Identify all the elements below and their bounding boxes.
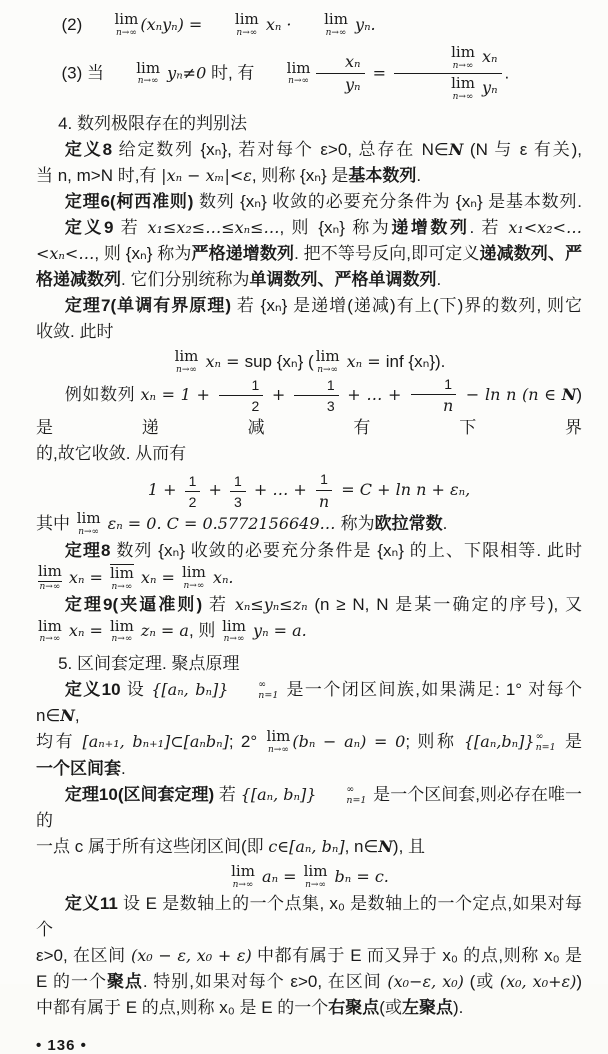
subscript: n=1: [535, 741, 556, 753]
text-run: 1: [444, 375, 453, 392]
limit-subscript: n→∞: [452, 60, 474, 71]
limit-word: lim: [76, 509, 101, 528]
text-run: xₙ: [476, 46, 498, 66]
text-run: 若: [214, 785, 241, 805]
limit-subscript: n→∞: [39, 634, 61, 645]
definition-11-line-2: [36, 943, 582, 969]
text-run: ) 是递减有下界: [36, 385, 583, 438]
text-run: 定理7(单调有界原理): [64, 296, 232, 316]
limit-operator: [426, 76, 475, 103]
page-number: [36, 1037, 582, 1054]
text-run: 1: [251, 377, 260, 394]
limit-subscript: n→∞: [78, 526, 100, 537]
limit-operator: [304, 864, 328, 891]
text-run: (3) 当: [61, 63, 109, 83]
definition-11-line-4: [36, 995, 582, 1021]
text-run: − ln n (n ∈: [460, 385, 562, 405]
limit-operator: [111, 58, 161, 88]
text-run: yₙ = a.: [247, 621, 307, 641]
text-run: 定理9(夹逼准则): [64, 595, 203, 615]
text-run: + … +: [341, 385, 408, 405]
limit-subscript: n→∞: [115, 27, 137, 38]
fraction: [394, 42, 501, 103]
text-run: {[aₙ,bₙ]}: [463, 732, 535, 752]
subscript: n=1: [346, 794, 367, 806]
text-run: aₙ =: [256, 867, 302, 887]
section-heading-4: [36, 111, 582, 137]
text-run: yₙ: [345, 75, 361, 95]
page-number-text: • 136 •: [36, 1036, 87, 1054]
text-run: .: [436, 270, 442, 290]
limit-subscript: n→∞: [183, 580, 205, 591]
superscript: ∞: [535, 731, 544, 743]
text-run: xₙ =: [63, 567, 108, 587]
text-run: zₙ = a: [135, 621, 189, 641]
text-run: 若: [202, 595, 235, 615]
text-run: N: [448, 140, 464, 160]
fraction-denominator: [316, 74, 365, 94]
text-run: 5. 区间套定理. 聚点原理: [58, 654, 240, 674]
definition-9-line-2: [36, 241, 582, 267]
definition-10-line-3: [36, 756, 582, 782]
text-run: 是一个闭区间族,如果满足: 1° 对每个 n∈: [36, 680, 582, 726]
text-run: .: [504, 63, 510, 83]
text-run: =: [367, 63, 392, 83]
limit-subscript: n→∞: [305, 880, 326, 891]
equation-nested-intervals: [36, 864, 582, 891]
limit-operator: [426, 42, 475, 72]
theorem-7-line-1: [36, 293, 582, 319]
text-run: x₁<x₂<…: [508, 218, 583, 238]
text-run: 基本数列: [348, 166, 417, 186]
text-run: 数列 {xₙ} 收敛的必要充分条件是 {xₙ} 的上、下限相等. 此时: [110, 540, 582, 560]
text-run: [aₙ₊₁, bₙ₊₁]⊂[aₙbₙ]: [82, 732, 229, 752]
text-run: 1: [326, 377, 335, 394]
limit-operator: [175, 349, 199, 376]
limit-subscript: n→∞: [137, 76, 159, 87]
text-run: 右聚点: [328, 997, 380, 1017]
text-run: 中都有属于 E 的点,则称 x₀ 是 E 的一个: [36, 997, 329, 1017]
text-run: . 若: [469, 218, 509, 238]
limit-subscript: n→∞: [452, 92, 474, 103]
limit-operator: [316, 349, 340, 376]
fraction-numerator: [185, 473, 201, 492]
limit-word: lim: [114, 10, 139, 29]
limit-word: lim: [182, 562, 206, 581]
limit-operator: [209, 12, 258, 39]
fraction-denominator: [230, 492, 246, 510]
text-run: 定理8: [64, 540, 111, 560]
superscript-subscript: [536, 732, 556, 753]
limit-subscript: n→∞: [268, 745, 289, 756]
definition-9-line-1: [36, 215, 582, 241]
limit-subscript: n→∞: [317, 365, 339, 376]
limit-operator: [261, 58, 311, 88]
text-run: 1: [320, 471, 328, 488]
definition-11-line-1: [36, 891, 582, 943]
text-run: (xₙyₙ) =: [140, 15, 208, 34]
text-run: {[aₙ, bₙ]}: [151, 680, 229, 700]
theorem-9-squeeze-line-1: [36, 592, 582, 618]
fraction: [294, 377, 339, 414]
text-run: 设 E 是数轴上的一个点集, x₀ 是数轴上的一个定点,如果对每个: [36, 893, 582, 939]
text-run: xₙ =: [341, 352, 386, 372]
text-run: xₙ≤yₙ≤zₙ: [234, 595, 308, 615]
limit-word: lim: [38, 616, 62, 635]
text-run: (x₀ − ε, x₀ + ε): [131, 945, 252, 965]
fraction-numerator: [294, 377, 339, 396]
theorem-10-line-1: [36, 782, 582, 834]
text-run: xₙ =: [200, 352, 245, 372]
limit-subscript: n→∞: [288, 76, 309, 87]
text-run: 单调数列、严格单调数列: [249, 270, 437, 290]
text-run: 当 n, m>N 时,有: [36, 166, 162, 186]
theorem-7-line-2: [36, 319, 582, 345]
limit-operator: [77, 511, 101, 538]
limit-word: lim: [451, 42, 475, 61]
limit-operator: [182, 562, 206, 592]
limit-word: lim: [38, 561, 62, 580]
text-run: 定义10: [64, 680, 121, 700]
limit-word: lim: [324, 10, 348, 29]
text-run: 称为: [340, 513, 375, 533]
text-run: +: [203, 480, 227, 500]
text-run: εₙ = 0. C = 0.5772156649…: [102, 513, 341, 533]
limit-subscript: n→∞: [176, 365, 197, 376]
text-run: N: [60, 706, 75, 726]
text-run: 4. 数列极限存在的判别法: [58, 114, 247, 134]
text-run: c∈[aₙ, bₙ]: [268, 837, 345, 857]
text-run: N: [561, 385, 577, 405]
text-run: sup {xₙ} (: [244, 352, 314, 372]
text-run: ; 2°: [228, 732, 265, 752]
text-run: (x₀, x₀+ε): [499, 971, 577, 991]
text-run: yₙ.: [349, 15, 376, 34]
fraction-denominator: [394, 74, 501, 103]
text-run: yₙ: [476, 78, 498, 98]
text-run: 若 {xₙ} 是递增(递减)有上(下)界的数列, 则它: [231, 296, 583, 316]
text-run: 收敛. 此时: [36, 322, 114, 342]
text-run: 聚点: [106, 971, 143, 991]
limit-operator: [38, 616, 62, 646]
fraction: [219, 377, 264, 414]
text-run: , 则: [188, 621, 221, 641]
text-run: 递减数列、严: [479, 244, 583, 264]
text-run: 一点 c 属于所有这些闭区间(即: [36, 837, 269, 857]
text-run: inf {xₙ}).: [385, 352, 446, 372]
text-run: 中都有属于 E 而又异于 x₀ 的点,则称 x₀ 是: [251, 945, 582, 965]
text-run: xₙ = 1 +: [140, 385, 216, 405]
text-run: ε>0, 在区间: [36, 945, 131, 965]
superscript: ∞: [346, 784, 355, 796]
text-run: ; 则称: [405, 732, 464, 752]
limit-word: lim: [174, 347, 199, 366]
text-run: 定理10(区间套定理): [64, 785, 215, 805]
text-run: 递增数列: [391, 218, 470, 238]
text-run: 1: [233, 472, 242, 489]
text-run: x₁≤x₂≤…≤xₙ≤…: [147, 218, 280, 238]
text-run: (N 与 ε 有关),: [463, 140, 582, 160]
text-run: 是一个区间套,则必存在唯一的: [36, 785, 582, 831]
text-run: |xₙ − xₘ|<ε: [161, 166, 252, 186]
formula-limit-quotient: [36, 42, 582, 103]
text-run: , 则 {xₙ} 称为: [279, 218, 392, 238]
limit-word: lim: [451, 74, 475, 93]
text-run: (2): [61, 15, 87, 34]
fraction-numerator: [316, 53, 365, 74]
limit-subscript: n→∞: [111, 634, 133, 645]
text-run: 均有: [36, 732, 83, 752]
text-run: 定义9: [64, 218, 114, 238]
fraction-denominator: [315, 491, 333, 511]
text-run: 是: [557, 732, 583, 752]
text-run: 设: [120, 680, 152, 700]
limit-operator: [38, 561, 62, 593]
text-run: . 它们分别统称为: [121, 270, 250, 290]
text-run: 严格递增数列: [191, 244, 295, 264]
text-run: .: [442, 513, 448, 533]
limit-operator: [110, 564, 134, 593]
fraction-numerator: [394, 42, 501, 75]
text-run: . 特别,如果对每个 ε>0, 在区间: [142, 971, 388, 991]
text-run: 格递减数列: [36, 270, 121, 290]
text-run: ,: [74, 706, 80, 726]
superscript-subscript: [229, 680, 278, 701]
text-run: 数列 {xₙ} 收敛的必要充分条件为 {xₙ} 是基本数列.: [193, 192, 582, 212]
fraction-denominator: [219, 396, 264, 414]
text-run: 定义8: [64, 140, 113, 160]
fraction-denominator: [294, 396, 339, 414]
limit-subscript: n→∞: [232, 880, 254, 891]
text-run: (或: [379, 997, 402, 1017]
fraction-numerator: [411, 376, 456, 395]
limit-word: lim: [110, 616, 134, 635]
text-run: = C + ln n + εₙ,: [336, 480, 471, 500]
text-run: (n ≥ N, N 是某一确定的序号), 又: [307, 595, 582, 615]
text-run: , 则称 {xₙ} 是: [251, 166, 349, 186]
text-run: 一个区间套: [36, 759, 121, 779]
definition-10-line-2: [36, 729, 582, 756]
limit-word: lim: [303, 862, 328, 881]
text-run: <xₙ<…: [36, 244, 95, 264]
limit-subscript: n→∞: [223, 634, 245, 645]
limit-operator: [89, 12, 138, 39]
text-run: 定义11: [64, 893, 118, 913]
text-run: E 的一个: [36, 971, 107, 991]
superscript-subscript: [317, 785, 366, 806]
limit-operator: [231, 864, 255, 891]
subscript: n=1: [258, 689, 279, 701]
text-run: 欧拉常数: [374, 513, 443, 533]
text-run: 其中: [36, 513, 75, 533]
limit-word: lim: [231, 862, 255, 881]
text-run: yₙ≠0: [162, 63, 207, 83]
fraction-numerator: [316, 471, 332, 490]
fraction-numerator: [230, 473, 246, 492]
limit-word: lim: [266, 727, 291, 746]
text-run: 时, 有: [206, 63, 260, 83]
text-run: xₙ: [345, 52, 361, 72]
text-run: xₙ =: [135, 567, 180, 587]
fraction: [316, 53, 365, 95]
text-run: , n∈: [344, 837, 379, 857]
formula-limit-product: [36, 12, 582, 39]
fraction: [410, 376, 457, 415]
text-run: 的,故它收敛. 从而有: [36, 444, 187, 464]
example-euler-line-2: [36, 441, 582, 467]
text-run: 2: [251, 398, 260, 415]
text-run: 3: [233, 493, 242, 510]
limit-word: lim: [110, 563, 134, 582]
text-run: 例如数列: [64, 385, 141, 405]
fraction-denominator: [185, 492, 201, 510]
limit-subscript: n→∞: [325, 27, 347, 38]
text-run: ): [576, 971, 583, 991]
text-run: 若: [113, 218, 148, 238]
equation-sup-inf: [36, 349, 582, 376]
theorem-9-squeeze-line-2: [36, 618, 582, 645]
theorem-8-limits-line: [36, 561, 582, 593]
text-run: + … +: [248, 480, 312, 500]
limit-word: lim: [315, 347, 340, 366]
limit-word: lim: [234, 10, 259, 29]
fraction: [230, 473, 246, 510]
text-run: 2: [188, 493, 197, 510]
text-run: ).: [452, 997, 464, 1017]
text-run: N: [378, 837, 393, 857]
superscript: ∞: [258, 679, 267, 691]
definition-8-line-2: [36, 163, 582, 189]
limit-operator: [299, 12, 348, 39]
limit-word: lim: [136, 58, 161, 77]
limit-operator: [110, 616, 134, 646]
text-run: +: [266, 385, 291, 405]
limit-word: lim: [286, 58, 311, 77]
text-run: bₙ = c.: [329, 867, 389, 887]
text-run: .: [121, 759, 126, 779]
text-run: {[aₙ, bₙ]}: [240, 785, 317, 805]
section-heading-5: [36, 651, 582, 677]
text-run: n: [442, 396, 454, 416]
text-run: 定理6(柯西准则): [64, 192, 194, 212]
euler-constant-line: [36, 511, 582, 538]
text-run: xₙ.: [207, 567, 234, 587]
text-run: 1 +: [147, 480, 182, 500]
definition-9-line-3: [36, 267, 582, 293]
text-run: xₙ ·: [260, 15, 297, 34]
theorem-8-line-1: [36, 538, 582, 564]
equation-harmonic-euler: [36, 471, 582, 510]
text-run: (或: [463, 971, 500, 991]
text-run: .: [416, 166, 422, 186]
limit-subscript: n→∞: [39, 581, 61, 592]
text-run: 左聚点: [401, 997, 453, 1017]
text-run: (x₀−ε, x₀): [387, 971, 464, 991]
text-run: 1: [188, 472, 197, 489]
text-run: xₙ =: [63, 621, 108, 641]
theorem-6-cauchy-line: [36, 189, 582, 215]
theorem-10-line-2: [36, 834, 582, 860]
example-euler-line-1: [36, 376, 582, 441]
text-run: n: [318, 491, 330, 511]
fraction: [315, 471, 333, 510]
limit-subscript: n→∞: [111, 581, 133, 592]
text-run: . 把不等号反向,即可定义: [294, 244, 480, 264]
limit-operator: [222, 616, 246, 646]
fraction-denominator: [410, 395, 457, 415]
fraction: [185, 473, 201, 510]
limit-word: lim: [222, 616, 246, 635]
limit-subscript: n→∞: [236, 27, 258, 38]
text-run: , 则 {xₙ} 称为: [94, 244, 192, 264]
definition-10-line-1: [36, 677, 582, 729]
text-run: 3: [326, 398, 335, 415]
text-run: (bₙ − aₙ) = 0: [292, 732, 406, 752]
definition-8-line-1: [36, 137, 582, 163]
limit-operator: [267, 729, 291, 756]
fraction-numerator: [219, 377, 264, 396]
text-run: ), 且: [392, 837, 426, 857]
definition-11-line-3: [36, 969, 582, 995]
text-run: 给定数列 {xₙ}, 若对每个 ε>0, 总存在 N∈: [112, 140, 449, 160]
